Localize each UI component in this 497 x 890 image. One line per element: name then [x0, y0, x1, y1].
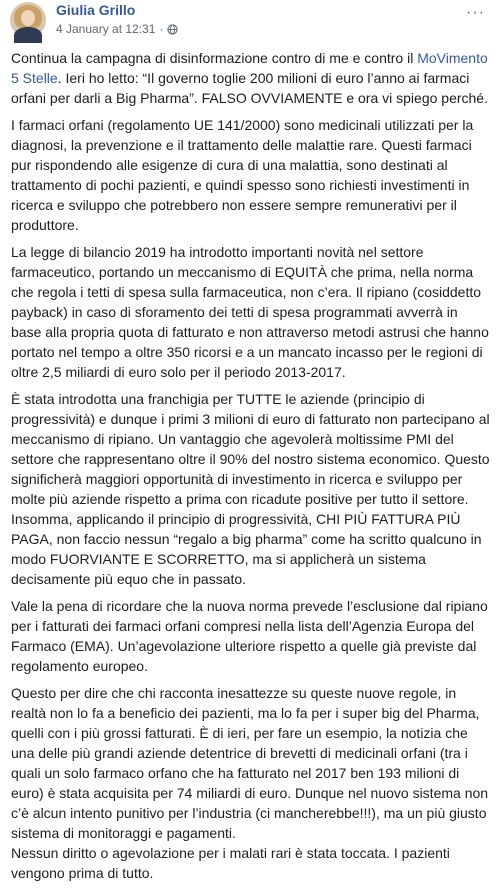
- paragraph-text: . Ieri ho letto: “Il governo toglie 200 milioni di euro l’anno ai farmaci orfani per darli a Big Pharma”. FALSO OVVIAMENTE e ora vi spiego perché.: [11, 70, 488, 106]
- post-paragraph: Vale la pena di ricordare che la nuova norma prevede l’esclusione dal ripiano per i fatturati dei farmaci orfani compresi nella lista dell’Agenzia Europa del Farmaco (EMA). Un’agevolazione ulteriore rispetto a quelle già previste dal regolamento europeo.: [11, 598, 488, 674]
- globe-icon[interactable]: [167, 24, 178, 35]
- page-link[interactable]: MoVimento 5 Stelle: [11, 50, 488, 86]
- post-paragraph: La legge di bilancio 2019 ha introdotto importanti novità nel settore farmaceutico, portando un meccanismo di EQUITÀ che prima, nella norma che regola i tetti di spesa sulla farmaceutica, non c’era. Il ripiano (cosiddetto payback) in caso di sforamento dei tetti di spesa programmati avverrà in base alla propria quota di fatturato e non attraverso metodi astrusi che hanno portato nel tempo a oltre 350 ricorsi e a un mancato incasso per le regioni di oltre 2,5 miliardi di euro solo per il periodo 2013-2017.: [11, 244, 489, 380]
- post-timestamp[interactable]: 4 January at 12:31: [56, 22, 156, 36]
- post-paragraph: I farmaci orfani (regolamento UE 141/2000) sono medicinali utilizzati per la diagnosi, la prevenzione e il trattamento delle malattie rare. Questi farmaci pur rispondendo alle esigenze di cura di una malattia, sono destinati al trattamento di pochi pazienti, e quindi spesso sono richiesti investimenti in ricerca e sviluppo che potrebbero non essere sempre remunerativi per il produttore.: [11, 117, 474, 233]
- post-header: [10, 0, 487, 44]
- post-paragraph: [11, 48, 491, 108]
- avatar-face: [21, 10, 35, 26]
- more-options-icon[interactable]: ···: [466, 4, 485, 21]
- avatar[interactable]: [10, 2, 46, 38]
- paragraph-text: Continua la campagna di disinformazione contro di me e contro il: [11, 50, 418, 66]
- author-name[interactable]: Giulia Grillo: [56, 2, 136, 18]
- avatar-body: [14, 27, 42, 43]
- post-body: [11, 48, 491, 890]
- post-paragraph: È stata introdotta una franchigia per TUTTE le aziende (principio di progressività) e dunque i primi 3 milioni di euro di fatturato non partecipano al meccanismo di ripiano. Un vantaggio che agevolerà moltissime PMI del settore che rappresentano oltre il 90% del nostro sistema economico. Questo significherà maggiori opportunità di investimento in ricerca e sviluppo per molte più aziende rispetto a prima con ricadute positive per tutto il settore. Insomma, applicando il principio di progressività, CHI PIÙ FATTURA PIÙ PAGA, non faccio nessun “regalo a big pharma” come ha scritto qualcuno in modo FUORVIANTE E SCORRETTO, ma si applicherà un sistema decisamente più equo che in passato.: [11, 391, 490, 587]
- meta-separator: ·: [159, 22, 164, 36]
- post-paragraph: Questo per dire che chi racconta inesattezze su queste nuove regole, in realtà non lo fa a beneficio dei pazienti, ma lo fa per i super big del Pharma, quelli con i più grossi fatturati. È di ieri, per fare un esempio, la notizia che una delle più grandi aziende detentrice di brevetti di medicinali orfani (tra i quali un solo farmaco orfano che ha fatturato nel 2017 ben 193 milioni di euro) è stata acquisita per 74 miliardi di euro. Dunque nel nuovo sistema non c’è alcun intento punitivo per l’industria (ci mancherebbe!!!), ma un più giusto sistema di monitoraggi e pagamenti. Nessun diritto o agevolazione per i malati rari è stata toccata. I pazienti vengono prima di tutto.: [11, 685, 489, 881]
- post-meta: [56, 22, 178, 36]
